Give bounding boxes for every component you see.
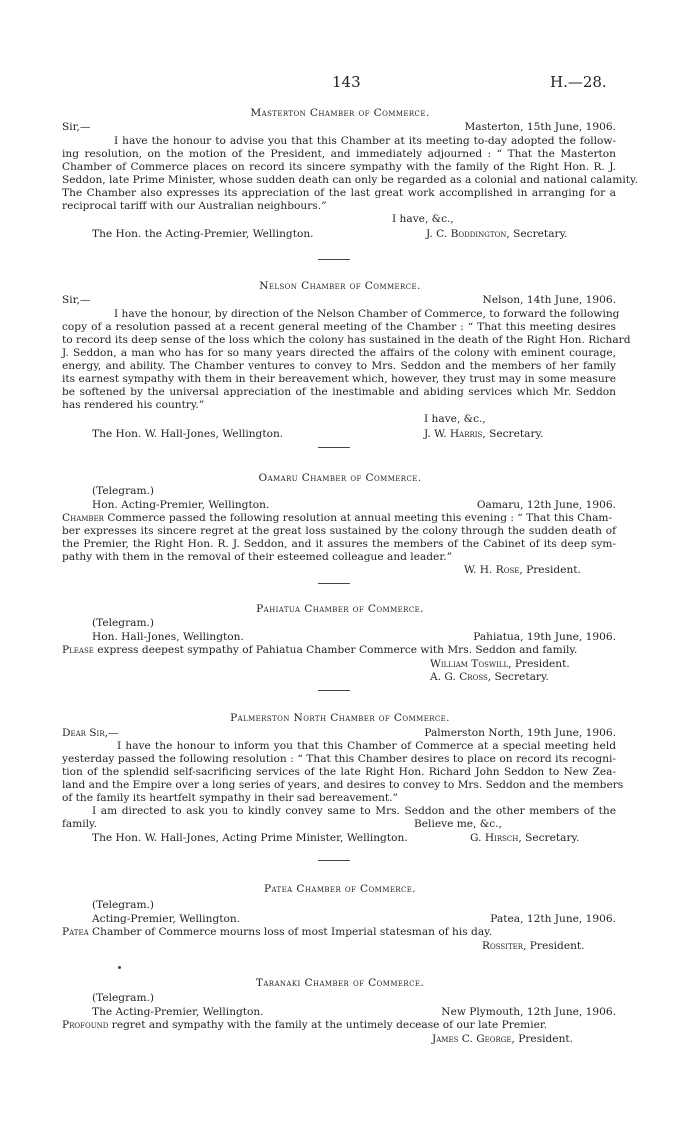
lead-word: Patea	[62, 926, 89, 938]
section-title: Patea Chamber of Commerce.	[263, 883, 417, 895]
body-line: energy, and ability. The Chamber ventures to convey to Mrs. Seddon and the members of her family	[62, 360, 616, 372]
lead-word: Profound	[62, 1019, 109, 1031]
body-line: I am directed to ask you to kindly convey same to Mrs. Seddon and the other members of the	[92, 805, 616, 817]
body-line: express deepest sympathy of Pahiatua Chamber Commerce with Mrs. Seddon and family.	[97, 644, 578, 656]
addressee: The Hon. W. Hall-Jones, Wellington.	[92, 428, 284, 440]
addressee: The Hon. the Acting-Premier, Wellington.	[92, 228, 314, 240]
lead-word: Please	[62, 644, 94, 656]
section-divider	[318, 259, 350, 260]
body-line: copy of a resolution passed at a recent general meeting of the Chamber : “ That this meeting desires	[62, 321, 616, 333]
addressee: The Acting-Premier, Wellington.	[92, 1006, 264, 1018]
section-divider	[318, 860, 350, 861]
closing: Believe me, &c.,	[414, 818, 502, 830]
signature: J. C. Boddington,	[426, 228, 510, 240]
telegram-label: (Telegram.)	[92, 992, 155, 1004]
body-line: I have the honour to advise you that this Chamber at its meeting to-day adopted the follow-	[114, 135, 616, 147]
place-date: Palmerston North, 19th June, 1906.	[424, 727, 616, 739]
signature-role: Secretary.	[525, 832, 580, 844]
body-line: land and the Empire over a long series of years, and desires to convey to Mrs. Seddon and the members	[62, 779, 624, 791]
signature-role: President.	[514, 658, 570, 670]
body-line: regret and sympathy with the family at the untimely decease of our late Premier.	[111, 1019, 548, 1031]
place-date: Pahiatua, 19th June, 1906.	[473, 631, 616, 643]
body-line: be softened by the universal appreciation of the inestimable and abiding services which Mr. Seddon	[62, 386, 616, 398]
body-line: Chamber of Commerce places on record its sincere sympathy with the family of the Right Hon. R. J.	[62, 161, 616, 173]
place-date: Oamaru, 12th June, 1906.	[476, 499, 616, 511]
body-line: I have the honour to inform you that this Chamber of Commerce at a special meeting held	[117, 740, 616, 752]
body-line: I have the honour, by direction of the Nelson Chamber of Commerce, to forward the following	[114, 308, 620, 320]
body-line: Seddon, late Prime Minister, whose sudden death can only be regarded as a colonial and national calamity.	[62, 174, 638, 186]
body-line: ber expresses its sincere regret at the great loss sustained by the colony through the sudden death of	[62, 525, 616, 537]
section-title: Taranaki Chamber of Commerce.	[255, 977, 425, 989]
body-line: Chamber of Commerce mourns loss of most Imperial statesman of his day.	[92, 926, 493, 938]
section-title: Masterton Chamber of Commerce.	[250, 107, 430, 119]
body-line: pathy with them in the removal of their esteemed colleague and leader.”	[62, 551, 453, 563]
body-line: the Premier, the Right Hon. R. J. Seddon, and it assures the members of the Cabinet of its deep sym-	[62, 538, 616, 550]
signature-role: President.	[526, 564, 581, 576]
body-line: tion of the splendid self-sacrificing services of the late Right Hon. Richard John Seddon to New Zea-	[62, 766, 616, 778]
signature: James C. George,	[432, 1033, 515, 1045]
addressee: Acting-Premier, Wellington.	[92, 913, 241, 925]
salutation: Sir,—	[62, 294, 91, 306]
page-number: 143	[332, 73, 361, 91]
body-line: has rendered his country.”	[62, 399, 205, 411]
telegram-label: (Telegram.)	[92, 899, 155, 911]
signature: A. G. Cross,	[430, 671, 492, 683]
ink-mark	[118, 966, 121, 969]
closing: I have, &c.,	[392, 213, 454, 225]
salutation: Sir,—	[62, 121, 91, 133]
place-date: Nelson, 14th June, 1906.	[482, 294, 616, 306]
body-line: Commerce passed the following resolution at annual meeting this evening : “ That this Cham-	[107, 512, 613, 524]
signature-role: Secretary.	[489, 428, 544, 440]
signature-role: Secretary.	[513, 228, 568, 240]
addressee: Hon. Hall-Jones, Wellington.	[92, 631, 244, 643]
signature: Rossiter,	[482, 940, 527, 952]
signature: G. Hirsch,	[470, 832, 522, 844]
signature: J. W. Harris,	[424, 428, 486, 440]
body-line: ing resolution, on the motion of the President, and immediately adjourned : “ That the Masterton	[62, 148, 616, 160]
section-divider	[318, 447, 350, 448]
telegram-label: (Telegram.)	[92, 617, 155, 629]
body-line: its earnest sympathy with them in their bereavement which, however, they trust may in some measure	[62, 373, 616, 385]
section-title: Pahiatua Chamber of Commerce.	[256, 603, 424, 615]
signature-role: Secretary.	[494, 671, 549, 683]
signature-role: President.	[529, 940, 585, 952]
body-line: reciprocal tariff with our Australian neighbours.”	[62, 200, 327, 212]
addressee: Hon. Acting-Premier, Wellington.	[92, 499, 270, 511]
section-divider	[318, 583, 350, 584]
section-title: Oamaru Chamber of Commerce.	[258, 472, 422, 484]
signature: W. H. Rose,	[464, 564, 523, 576]
place-date: New Plymouth, 12th June, 1906.	[441, 1006, 616, 1018]
section-title: Palmerston North Chamber of Commerce.	[230, 712, 450, 724]
place-date: Patea, 12th June, 1906.	[490, 913, 616, 925]
addressee: The Hon. W. Hall-Jones, Acting Prime Minister, Wellington.	[92, 832, 408, 844]
salutation: Dear Sir,—	[62, 727, 119, 739]
signature-role: President.	[518, 1033, 574, 1045]
body-line: of the family its heartfelt sympathy in their sad bereavement.”	[62, 792, 398, 804]
body-line: The Chamber also expresses its appreciation of the last great work accomplished in arranging for a	[62, 187, 616, 199]
telegram-label: (Telegram.)	[92, 485, 155, 497]
body-line: family.	[62, 818, 98, 830]
section-title: Nelson Chamber of Commerce.	[259, 280, 421, 292]
lead-word: Chamber	[62, 512, 104, 524]
section-divider	[318, 690, 350, 691]
closing: I have, &c.,	[424, 413, 486, 425]
body-line: J. Seddon, a man who has for so many years directed the affairs of the colony with eminent courage,	[62, 347, 616, 359]
body-line: yesterday passed the following resolution : “ That this Chamber desires to place on record its recogni-	[62, 753, 616, 765]
document-reference: H.—28.	[550, 73, 607, 91]
body-line: to record its deep sense of the loss which the colony has sustained in the death of the Right Hon. Richard	[62, 334, 631, 346]
signature: William Toswill,	[430, 658, 512, 670]
place-date: Masterton, 15th June, 1906.	[464, 121, 616, 133]
